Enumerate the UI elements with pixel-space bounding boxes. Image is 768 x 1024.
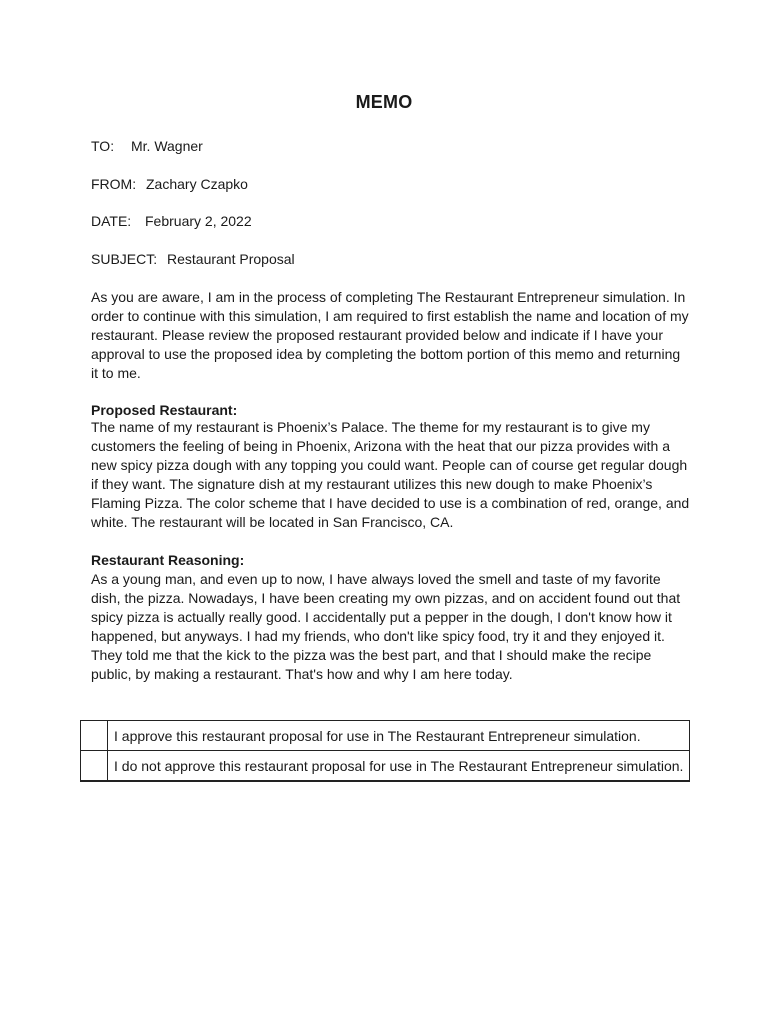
approve-row	[81, 721, 690, 751]
date-value: February 2, 2022	[145, 213, 252, 229]
intro-paragraph: As you are aware, I am in the process of completing The Restaurant Entrepreneur simulation. In order to continue with this simulation, I am required to first establish the name and location of my restaurant. Please review the proposed restaurant provided below and indicate if I have your approval to use the proposed idea by completing the bottom portion of this memo and returning it to me.	[91, 289, 689, 381]
restaurant-reasoning-heading: Restaurant Reasoning:	[91, 552, 245, 568]
restaurant-reasoning-paragraph: As a young man, and even up to now, I have always loved the smell and taste of my favorite dish, the pizza. Nowadays, I have been creating my own pizzas, and on accident found out that spicy pizza is actually really good. I accidentally put a pepper in the dough, I don't know how it happened, but anyways. I had my friends, who don't like spicy food, try it and they enjoyed it. They told me that the kick to the pizza was the best part, and that I should make the recipe public, by making a restaurant. That's how and why I am here today.	[91, 571, 681, 682]
to-value: Mr. Wagner	[131, 138, 203, 154]
proposed-restaurant-paragraph: The name of my restaurant is Phoenix’s Palace. The theme for my restaurant is to give my customers the feeling of being in Phoenix, Arizona with the heat that our pizza provides with a new spicy pizza dough with any topping you could want. People can of course get regular dough if they want. The signature dish at my restaurant utilizes this new dough to make Phoenix’s Flaming Pizza. The color scheme that I have decided to use is a combination of red, orange, and white. The restaurant will be located in San Francisco, CA.	[91, 419, 690, 530]
to-label: TO:	[91, 138, 115, 154]
subject-line	[91, 250, 295, 268]
disapprove-row	[81, 751, 690, 782]
from-label: FROM:	[91, 176, 137, 192]
memo-title: MEMO	[355, 92, 413, 112]
subject-value: Restaurant Proposal	[167, 251, 295, 267]
proposed-restaurant-heading: Proposed Restaurant:	[91, 402, 238, 418]
disapprove-text: I do not approve this restaurant proposal for use in The Restaurant Entrepreneur simulation.	[108, 751, 690, 782]
date-line	[91, 212, 252, 230]
approve-checkbox[interactable]	[81, 721, 108, 751]
subject-label: SUBJECT:	[91, 251, 158, 267]
approve-text: I approve this restaurant proposal for use in The Restaurant Entrepreneur simulation.	[108, 721, 690, 751]
approval-table	[80, 720, 690, 782]
disapprove-checkbox[interactable]	[81, 751, 108, 782]
from-value: Zachary Czapko	[146, 176, 248, 192]
from-line	[91, 175, 248, 193]
to-line	[91, 137, 203, 155]
date-label: DATE:	[91, 213, 132, 229]
